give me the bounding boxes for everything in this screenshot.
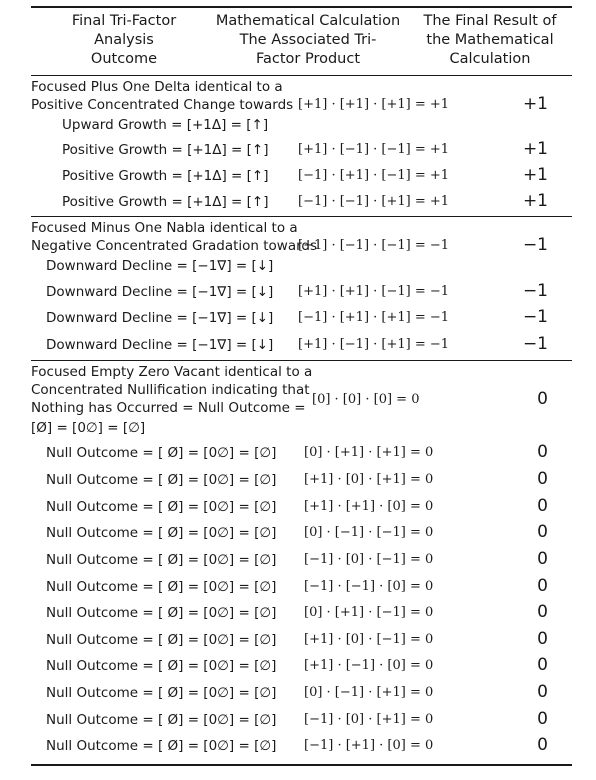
- calculation: [−1] · [−1] · [−1] = −1: [298, 238, 450, 253]
- header-result: [412, 12, 568, 69]
- header-calculation-line: Mathematical Calculation: [215, 13, 401, 29]
- header-result-line: The Final Result of: [423, 13, 557, 29]
- header-outcome-line: Outcome: [90, 51, 158, 67]
- outcome-label: Downward Decline = [−1∇] = [↓]: [46, 258, 274, 274]
- group-intro-line: Focused Empty Zero Vacant identical to a: [31, 364, 313, 380]
- result: 0: [537, 522, 548, 542]
- result: 0: [537, 709, 548, 729]
- header-rule: [31, 75, 572, 76]
- calculation: [0] · [+1] · [−1] = 0: [304, 605, 434, 620]
- result: 0: [537, 549, 548, 569]
- outcome-label: Null Outcome = [ Ø] = [0∅] = [∅]: [46, 712, 277, 728]
- calculation: [−1] · [+1] · [0] = 0: [304, 738, 434, 753]
- result: −1: [522, 235, 548, 255]
- calculation: [+1] · [0] · [−1] = 0: [304, 632, 434, 647]
- header-outcome: [44, 12, 204, 69]
- result: +1: [522, 139, 548, 159]
- result: +1: [522, 165, 548, 185]
- outcome-label: Positive Growth = [+1Δ] = [↑]: [62, 142, 269, 158]
- calculation: [+1] · [+1] · [+1] = +1: [298, 97, 450, 112]
- result: 0: [537, 496, 548, 516]
- outcome-label: Null Outcome = [ Ø] = [0∅] = [∅]: [46, 685, 277, 701]
- bottom-rule: [31, 764, 572, 766]
- calculation: [0] · [−1] · [−1] = 0: [304, 525, 434, 540]
- outcome-label: Positive Growth = [+1Δ] = [↑]: [62, 194, 269, 210]
- outcome-label: Null Outcome = [ Ø] = [0∅] = [∅]: [46, 472, 277, 488]
- calculation: [0] · [+1] · [+1] = 0: [304, 445, 434, 460]
- calculation: [−1] · [−1] · [+1] = +1: [298, 194, 450, 209]
- outcome-label: Null Outcome = [ Ø] = [0∅] = [∅]: [46, 499, 277, 515]
- outcome-label: Downward Decline = [−1∇] = [↓]: [46, 337, 274, 353]
- result: −1: [522, 334, 548, 354]
- calculation: [+1] · [−1] · [0] = 0: [304, 658, 434, 673]
- header-calculation: [208, 12, 408, 69]
- result: 0: [537, 602, 548, 622]
- group-intro-line: Positive Concentrated Change towards: [31, 97, 294, 113]
- outcome-label: Null Outcome = [ Ø] = [0∅] = [∅]: [46, 738, 277, 754]
- result: 0: [537, 442, 548, 462]
- header-calculation-line: Factor Product: [255, 51, 361, 67]
- result: 0: [537, 682, 548, 702]
- outcome-label: Null Outcome = [ Ø] = [0∅] = [∅]: [46, 552, 277, 568]
- result: +1: [522, 94, 548, 114]
- group-rule: [31, 360, 572, 361]
- calculation: [−1] · [+1] · [−1] = +1: [298, 168, 450, 183]
- header-outcome-line: Analysis: [94, 32, 154, 48]
- group-intro-line: Concentrated Nullification indicating that: [31, 382, 310, 398]
- header-result-line: the Mathematical: [426, 32, 554, 48]
- header-outcome-line: Final Tri-Factor: [71, 13, 177, 29]
- result: 0: [537, 629, 548, 649]
- outcome-label: Downward Decline = [−1∇] = [↓]: [46, 284, 274, 300]
- header-calculation-line: The Associated Tri-: [239, 32, 377, 48]
- outcome-label: Downward Decline = [−1∇] = [↓]: [46, 310, 274, 326]
- outcome-label: Positive Growth = [+1Δ] = [↑]: [62, 168, 269, 184]
- calculation: [−1] · [0] · [+1] = 0: [304, 712, 434, 727]
- result: 0: [537, 576, 548, 596]
- outcome-label: Upward Growth = [+1Δ] = [↑]: [62, 117, 269, 133]
- calculation: [+1] · [+1] · [−1] = −1: [298, 284, 450, 299]
- group-intro-line: Negative Concentrated Gradation towards: [31, 238, 318, 254]
- calculation: [−1] · [0] · [−1] = 0: [304, 552, 434, 567]
- result: 0: [537, 735, 548, 755]
- outcome-label: Null Outcome = [ Ø] = [0∅] = [∅]: [46, 605, 277, 621]
- result: −1: [522, 281, 548, 301]
- outcome-label: [Ø] = [0∅] = [∅]: [31, 420, 146, 436]
- outcome-label: Null Outcome = [ Ø] = [0∅] = [∅]: [46, 632, 277, 648]
- calculation: [+1] · [−1] · [−1] = +1: [298, 142, 450, 157]
- calculation: [−1] · [+1] · [+1] = −1: [298, 310, 450, 325]
- result: −1: [522, 307, 548, 327]
- group-intro-line: Focused Minus One Nabla identical to a: [31, 220, 298, 236]
- header-result-line: Calculation: [449, 51, 531, 67]
- result: 0: [537, 389, 548, 409]
- group-intro-line: Nothing has Occurred = Null Outcome =: [31, 400, 306, 416]
- outcome-label: Null Outcome = [ Ø] = [0∅] = [∅]: [46, 445, 277, 461]
- result: +1: [522, 191, 548, 211]
- calculation: [0] · [0] · [0] = 0: [312, 392, 420, 407]
- top-rule: [31, 6, 572, 8]
- calculation: [+1] · [+1] · [0] = 0: [304, 499, 434, 514]
- outcome-label: Null Outcome = [ Ø] = [0∅] = [∅]: [46, 658, 277, 674]
- outcome-label: Null Outcome = [ Ø] = [0∅] = [∅]: [46, 525, 277, 541]
- result: 0: [537, 469, 548, 489]
- group-intro-line: Focused Plus One Delta identical to a: [31, 79, 283, 95]
- outcome-label: Null Outcome = [ Ø] = [0∅] = [∅]: [46, 579, 277, 595]
- calculation: [+1] · [0] · [+1] = 0: [304, 472, 434, 487]
- calculation: [−1] · [−1] · [0] = 0: [304, 579, 434, 594]
- group-rule: [31, 216, 572, 217]
- result: 0: [537, 655, 548, 675]
- calculation: [+1] · [−1] · [+1] = −1: [298, 337, 450, 352]
- calculation: [0] · [−1] · [+1] = 0: [304, 685, 434, 700]
